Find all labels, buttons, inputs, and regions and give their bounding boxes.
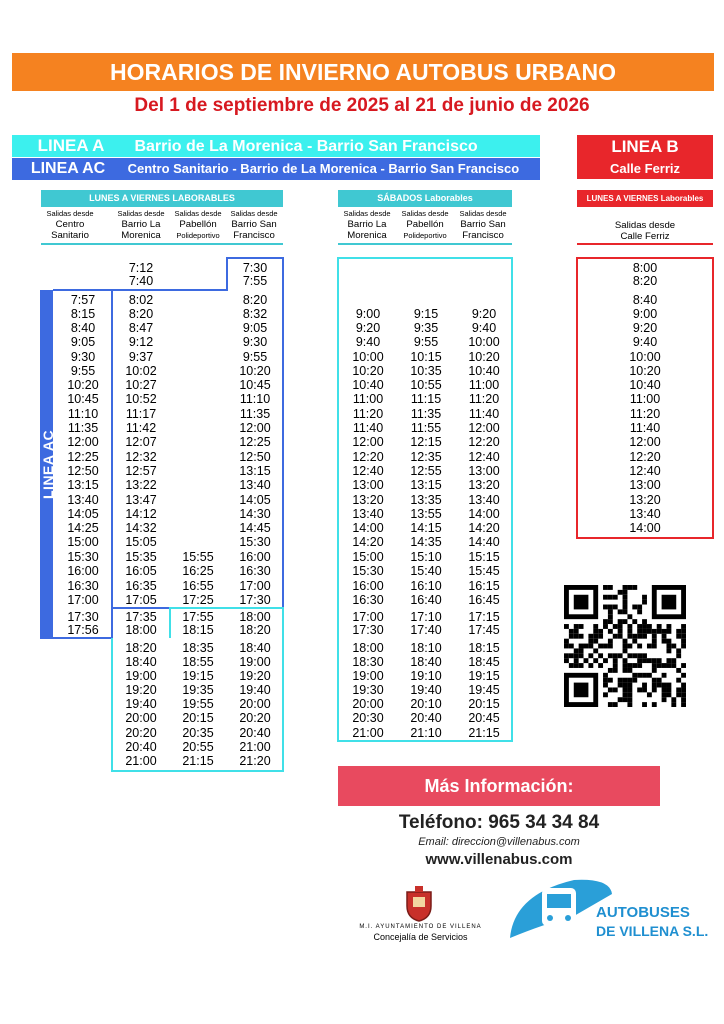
column-header-line: Polideportivo — [176, 231, 220, 240]
time-cell: 15:00 — [352, 550, 384, 564]
time-cell: 18:20 — [239, 623, 271, 637]
time-cell: 10:20 — [239, 364, 271, 378]
time-cell: 12:00 — [67, 435, 99, 449]
time-cell: 20:35 — [182, 726, 214, 740]
qr-code — [557, 585, 693, 707]
line-b-code: LINEA B — [611, 137, 679, 156]
time-cell: 13:20 — [629, 493, 661, 507]
time-cell: 19:10 — [410, 669, 442, 683]
time-cell: 15:30 — [352, 564, 384, 578]
time-cell: 8:32 — [242, 307, 268, 321]
time-cell: 13:00 — [468, 464, 500, 478]
time-cell: 10:20 — [352, 364, 384, 378]
more-info-heading: Más Información: — [338, 766, 660, 806]
time-cell: 16:10 — [410, 579, 442, 593]
time-cell: 11:35 — [410, 407, 442, 421]
time-cell: 9:55 — [242, 350, 268, 364]
time-cell: 12:55 — [410, 464, 442, 478]
time-cell: 8:15 — [70, 307, 96, 321]
time-cell: 8:00 — [632, 261, 658, 275]
saturday-heading: SÁBADOS Laborables — [338, 190, 512, 207]
time-cell: 11:40 — [352, 421, 384, 435]
time-cell: 11:35 — [239, 407, 271, 421]
time-cell: 8:20 — [242, 293, 268, 307]
time-cell: 13:20 — [468, 478, 500, 492]
column-header-line: Barrio San — [460, 219, 506, 230]
time-cell: 18:45 — [468, 655, 500, 669]
time-cell: 11:20 — [468, 392, 500, 406]
time-cell: 9:12 — [128, 335, 154, 349]
time-cell: 14:35 — [410, 535, 442, 549]
time-cell: 14:05 — [239, 493, 271, 507]
line-ac-route: Centro Sanitario - Barrio de La Morenica - Barrio San Francisco — [127, 161, 520, 176]
time-cell: 13:40 — [67, 493, 99, 507]
time-cell: 13:55 — [410, 507, 442, 521]
phone-number[interactable]: Teléfono: 965 34 34 84 — [398, 812, 600, 833]
time-cell: 13:00 — [629, 478, 661, 492]
column-header-line: Barrio La — [121, 219, 161, 230]
time-cell: 11:10 — [239, 392, 271, 406]
time-cell: 20:00 — [125, 711, 157, 725]
time-cell: 20:55 — [182, 740, 214, 754]
time-cell: 11:40 — [629, 421, 661, 435]
website-link[interactable]: www.villenabus.com — [425, 851, 573, 868]
time-cell: 16:35 — [125, 579, 157, 593]
time-cell: 11:15 — [410, 392, 442, 406]
time-cell: 15:40 — [410, 564, 442, 578]
time-cell: 7:55 — [242, 274, 268, 288]
time-cell: 20:40 — [410, 711, 442, 725]
time-cell: 15:30 — [67, 550, 99, 564]
time-cell: 17:00 — [239, 579, 271, 593]
line-b-box — [577, 258, 713, 538]
time-cell: 17:25 — [182, 593, 214, 607]
time-cell: 13:40 — [239, 478, 271, 492]
time-cell: 20:00 — [239, 697, 271, 711]
time-cell: 18:00 — [352, 641, 384, 655]
time-cell: 10:00 — [468, 335, 500, 349]
time-cell: 9:20 — [355, 321, 381, 335]
time-cell: 21:20 — [239, 754, 271, 768]
time-cell: 8:40 — [70, 321, 96, 335]
time-cell: 14:32 — [125, 521, 157, 535]
time-cell: 14:00 — [629, 521, 661, 535]
time-cell: 12:40 — [468, 450, 500, 464]
column-header-line: Salidas desde — [117, 209, 165, 218]
time-cell: 13:15 — [67, 478, 99, 492]
column-header-line: Barrio San — [231, 219, 277, 230]
time-cell: 12:40 — [629, 464, 661, 478]
time-cell: 16:00 — [352, 579, 384, 593]
time-cell: 12:35 — [410, 450, 442, 464]
time-cell: 7:40 — [128, 274, 154, 288]
time-cell: 12:00 — [468, 421, 500, 435]
time-cell: 9:05 — [70, 335, 96, 349]
time-cell: 10:20 — [67, 378, 99, 392]
time-cell: 14:00 — [468, 507, 500, 521]
time-cell: 20:20 — [239, 711, 271, 725]
time-cell: 21:10 — [410, 726, 442, 740]
time-cell: 13:40 — [468, 493, 500, 507]
council-name: M.I. AYUNTAMIENTO DE VILLENA — [359, 924, 482, 930]
time-cell: 12:50 — [67, 464, 99, 478]
time-cell: 18:35 — [182, 641, 214, 655]
time-cell: 14:20 — [352, 535, 384, 549]
time-cell: 10:40 — [629, 378, 661, 392]
time-cell: 19:00 — [125, 669, 157, 683]
time-cell: 14:12 — [125, 507, 157, 521]
time-cell: 12:20 — [629, 450, 661, 464]
column-header-line: Morenica — [121, 230, 161, 241]
time-cell: 17:35 — [125, 610, 157, 624]
time-cell: 11:55 — [410, 421, 442, 435]
time-cell: 18:00 — [239, 610, 271, 624]
time-cell: 19:35 — [182, 683, 214, 697]
time-cell: 14:00 — [352, 521, 384, 535]
time-cell: 17:40 — [410, 623, 442, 637]
time-cell: 13:35 — [410, 493, 442, 507]
column-header-line: Sanitario — [51, 230, 89, 241]
time-cell: 8:47 — [128, 321, 154, 335]
column-header-line: Polideportivo — [403, 231, 447, 240]
time-cell: 16:30 — [239, 564, 271, 578]
time-cell: 16:30 — [67, 579, 99, 593]
time-cell: 20:40 — [239, 726, 271, 740]
time-cell: 14:30 — [239, 507, 271, 521]
time-cell: 7:12 — [128, 261, 154, 275]
time-cell: 18:20 — [125, 641, 157, 655]
time-cell: 12:40 — [352, 464, 384, 478]
time-cell: 15:30 — [239, 535, 271, 549]
line-b-route: Calle Ferriz — [609, 161, 681, 176]
saturday-box — [338, 258, 512, 741]
time-cell: 11:40 — [468, 407, 500, 421]
time-cell: 10:40 — [468, 364, 500, 378]
time-cell: 15:05 — [125, 535, 157, 549]
time-cell: 17:30 — [352, 623, 384, 637]
time-cell: 18:55 — [182, 655, 214, 669]
time-cell: 18:15 — [182, 623, 214, 637]
time-cell: 11:00 — [352, 392, 384, 406]
line-ac-code: LINEA AC — [30, 160, 106, 177]
column-header-line: Salidas desde — [614, 220, 676, 231]
time-cell: 18:40 — [125, 655, 157, 669]
time-cell: 10:40 — [352, 378, 384, 392]
time-cell: 17:30 — [67, 610, 99, 624]
time-cell: 15:10 — [410, 550, 442, 564]
time-cell: 15:45 — [468, 564, 500, 578]
time-cell: 16:05 — [125, 564, 157, 578]
time-cell: 9:55 — [413, 335, 439, 349]
column-header-line: Pabellón — [179, 219, 217, 230]
column-header-line: Salidas desde — [401, 209, 449, 218]
time-cell: 17:30 — [239, 593, 271, 607]
time-cell: 12:20 — [468, 435, 500, 449]
line-b-heading: LUNES A VIERNES Laborables — [577, 190, 713, 207]
time-cell: 9:15 — [413, 307, 439, 321]
line-a-box — [112, 258, 283, 638]
time-cell: 20:10 — [410, 697, 442, 711]
column-header-line: Salidas desde — [343, 209, 391, 218]
time-cell: 9:40 — [355, 335, 381, 349]
time-cell: 11:20 — [629, 407, 661, 421]
time-cell: 9:30 — [242, 335, 268, 349]
time-cell: 12:25 — [239, 435, 271, 449]
time-cell: 9:00 — [355, 307, 381, 321]
time-cell: 20:30 — [352, 711, 384, 725]
time-cell: 20:45 — [468, 711, 500, 725]
time-cell: 15:35 — [125, 550, 157, 564]
time-cell: 12:25 — [67, 450, 99, 464]
time-cell: 10:27 — [125, 378, 157, 392]
council-department: Concejalía de Servicios — [373, 932, 468, 942]
time-cell: 10:15 — [410, 350, 442, 364]
time-cell: 17:00 — [67, 593, 99, 607]
time-cell: 17:56 — [67, 623, 99, 637]
time-cell: 12:00 — [352, 435, 384, 449]
time-cell: 16:25 — [182, 564, 214, 578]
time-cell: 12:57 — [125, 464, 157, 478]
time-cell: 11:42 — [125, 421, 157, 435]
time-cell: 18:40 — [410, 655, 442, 669]
column-header-line: Barrio La — [347, 219, 387, 230]
time-cell: 14:45 — [239, 521, 271, 535]
time-cell: 9:20 — [471, 307, 497, 321]
company-name-line2: DE VILLENA S.L. — [596, 923, 709, 939]
column-header-line: Salidas desde — [459, 209, 507, 218]
time-cell: 16:45 — [468, 593, 500, 607]
time-cell: 13:20 — [352, 493, 384, 507]
time-cell: 16:30 — [352, 593, 384, 607]
column-header-line: Salidas desde — [46, 209, 94, 218]
time-cell: 10:45 — [239, 378, 271, 392]
time-cell: 11:00 — [468, 378, 500, 392]
time-cell: 10:55 — [410, 378, 442, 392]
evening-box — [112, 608, 283, 771]
time-cell: 7:57 — [70, 293, 96, 307]
time-cell: 18:10 — [410, 641, 442, 655]
time-cell: 19:20 — [239, 669, 271, 683]
email-address[interactable]: Email: direccion@villenabus.com — [418, 836, 580, 848]
time-cell: 9:40 — [632, 335, 658, 349]
time-cell: 11:10 — [67, 407, 99, 421]
time-cell: 19:40 — [239, 683, 271, 697]
time-cell: 19:30 — [352, 683, 384, 697]
time-cell: 12:20 — [352, 450, 384, 464]
column-header-line: Calle Ferriz — [620, 231, 670, 242]
time-cell: 17:10 — [410, 610, 442, 624]
time-cell: 9:55 — [70, 364, 96, 378]
time-cell: 14:20 — [468, 521, 500, 535]
time-cell: 7:30 — [242, 261, 268, 275]
time-cell: 8:40 — [632, 293, 658, 307]
time-cell: 9:00 — [632, 307, 658, 321]
time-cell: 19:20 — [125, 683, 157, 697]
time-cell: 17:55 — [182, 610, 214, 624]
time-cell: 20:40 — [125, 740, 157, 754]
coat-of-arms-icon — [403, 886, 435, 922]
time-cell: 21:15 — [182, 754, 214, 768]
time-cell: 11:35 — [67, 421, 99, 435]
time-cell: 15:15 — [468, 550, 500, 564]
time-cell: 19:00 — [239, 655, 271, 669]
time-cell: 19:45 — [468, 683, 500, 697]
time-cell: 19:40 — [410, 683, 442, 697]
time-cell: 13:00 — [352, 478, 384, 492]
time-cell: 19:00 — [352, 669, 384, 683]
time-cell: 17:45 — [468, 623, 500, 637]
column-header-line: Salidas desde — [230, 209, 278, 218]
time-cell: 9:05 — [242, 321, 268, 335]
time-cell: 12:00 — [239, 421, 271, 435]
time-cell: 11:20 — [352, 407, 384, 421]
time-cell: 19:40 — [125, 697, 157, 711]
time-cell: 9:20 — [632, 321, 658, 335]
time-cell: 21:15 — [468, 726, 500, 740]
time-cell: 16:55 — [182, 579, 214, 593]
line-a-code: LINEA A — [37, 136, 105, 155]
time-cell: 19:15 — [182, 669, 214, 683]
time-cell: 12:32 — [125, 450, 157, 464]
time-cell: 13:47 — [125, 493, 157, 507]
time-cell: 13:40 — [629, 507, 661, 521]
time-cell: 17:15 — [468, 610, 500, 624]
time-cell: 9:37 — [128, 350, 154, 364]
time-cell: 17:00 — [352, 610, 384, 624]
time-cell: 13:22 — [125, 478, 157, 492]
time-cell: 21:00 — [125, 754, 157, 768]
column-header-line: Salidas desde — [174, 209, 222, 218]
column-header-line: Francisco — [233, 230, 275, 241]
company-name: AUTOBUSES — [596, 904, 690, 921]
time-cell: 20:00 — [352, 697, 384, 711]
time-cell: 12:50 — [239, 450, 271, 464]
time-cell: 11:00 — [629, 392, 661, 406]
time-cell: 14:05 — [67, 507, 99, 521]
time-cell: 20:15 — [182, 711, 214, 725]
time-cell: 16:00 — [239, 550, 271, 564]
time-cell: 18:40 — [239, 641, 271, 655]
time-cell: 16:15 — [468, 579, 500, 593]
time-cell: 10:45 — [67, 392, 99, 406]
time-cell: 10:20 — [468, 350, 500, 364]
time-cell: 10:00 — [629, 350, 661, 364]
time-cell: 10:02 — [125, 364, 157, 378]
time-cell: 13:40 — [352, 507, 384, 521]
time-cell: 18:00 — [125, 623, 157, 637]
time-cell: 10:52 — [125, 392, 157, 406]
column-header-line: Pabellón — [406, 219, 444, 230]
time-cell: 11:17 — [125, 407, 157, 421]
time-cell: 18:15 — [468, 641, 500, 655]
time-cell: 16:40 — [410, 593, 442, 607]
time-cell: 8:20 — [632, 274, 658, 288]
company-logo — [504, 876, 714, 952]
column-header-line: Morenica — [347, 230, 387, 241]
time-cell: 14:25 — [67, 521, 99, 535]
time-cell: 14:15 — [410, 521, 442, 535]
council-logo — [343, 886, 498, 946]
time-cell: 19:15 — [468, 669, 500, 683]
time-cell: 12:15 — [410, 435, 442, 449]
time-cell: 8:02 — [128, 293, 154, 307]
time-cell: 21:00 — [239, 740, 271, 754]
time-cell: 9:40 — [471, 321, 497, 335]
time-cell: 16:00 — [67, 564, 99, 578]
time-cell: 17:05 — [125, 593, 157, 607]
time-cell: 12:00 — [629, 435, 661, 449]
time-cell: 21:00 — [352, 726, 384, 740]
time-cell: 13:15 — [239, 464, 271, 478]
line-a-route: Barrio de La Morenica - Barrio San Francisco — [134, 138, 478, 155]
time-cell: 20:15 — [468, 697, 500, 711]
line-ac-vertical-label: LINEA AC — [40, 429, 56, 499]
column-header-line: Centro — [55, 219, 85, 230]
date-range: Del 1 de septiembre de 2025 al 21 de junio de 2026 — [134, 95, 590, 116]
time-cell: 10:35 — [410, 364, 442, 378]
time-cell: 14:40 — [468, 535, 500, 549]
time-cell: 9:35 — [413, 321, 439, 335]
time-cell: 19:55 — [182, 697, 214, 711]
time-cell: 13:15 — [410, 478, 442, 492]
column-header-line: Francisco — [462, 230, 504, 241]
time-cell: 15:55 — [182, 550, 214, 564]
time-cell: 10:00 — [352, 350, 384, 364]
page-title: HORARIOS DE INVIERNO AUTOBUS URBANO — [12, 53, 714, 91]
time-cell: 12:07 — [125, 435, 157, 449]
weekday-heading: LUNES A VIERNES LABORABLES — [41, 190, 283, 207]
time-cell: 20:20 — [125, 726, 157, 740]
time-cell: 18:30 — [352, 655, 384, 669]
time-cell: 15:00 — [67, 535, 99, 549]
time-cell: 10:20 — [629, 364, 661, 378]
time-cell: 9:30 — [70, 350, 96, 364]
time-cell: 8:20 — [128, 307, 154, 321]
